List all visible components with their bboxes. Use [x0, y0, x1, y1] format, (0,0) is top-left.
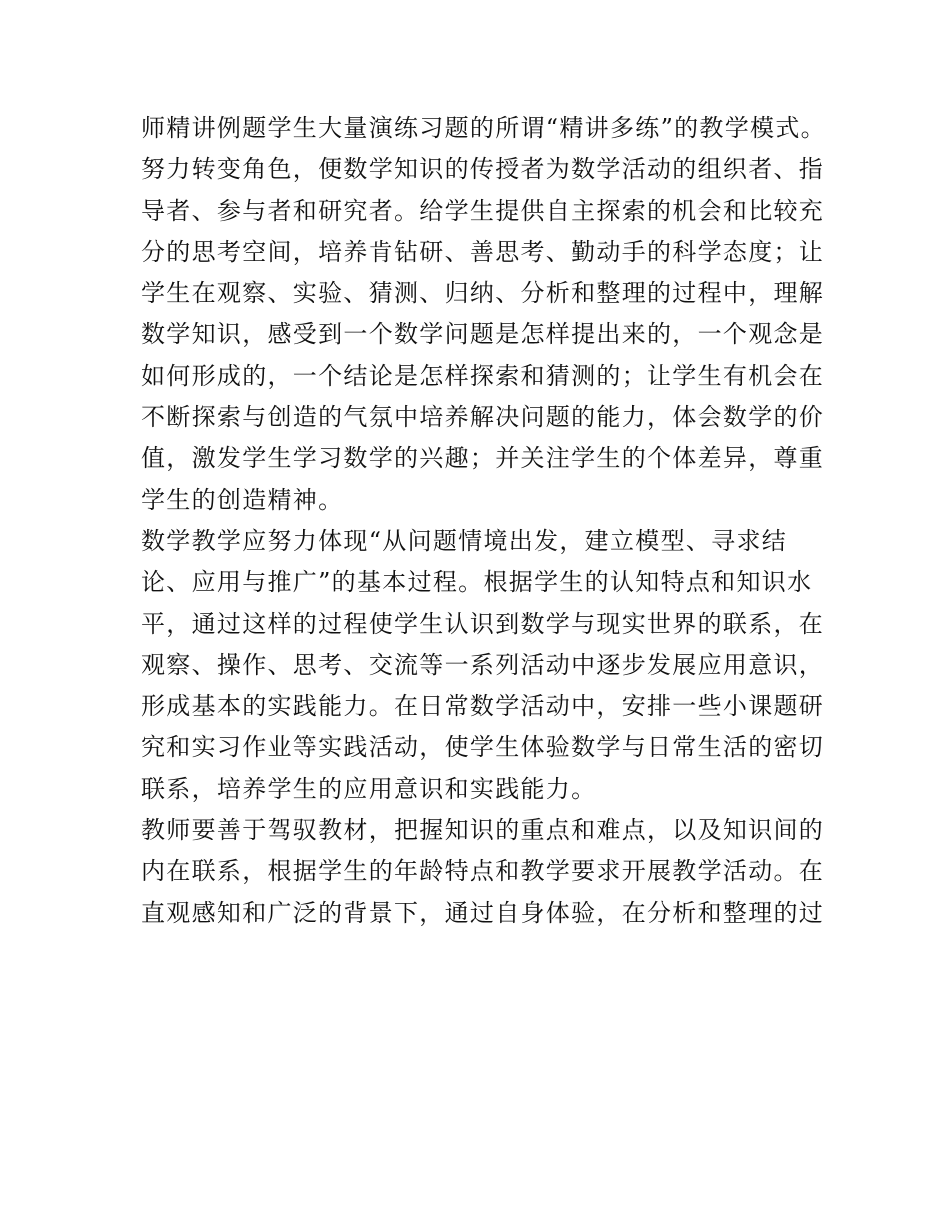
text-line: 如何形成的，一个结论是怎样探索和猜测的；让学生有机会在: [141, 361, 825, 390]
text-line: 导者、参与者和研究者。给学生提供自主探索的机会和比较充: [141, 196, 825, 225]
text-line: 究和实习作业等实践活动，使学生体验数学与日常生活的密切: [141, 733, 825, 762]
text-line: 不断探索与创造的气氛中培养解决问题的能力，体会数学的价: [141, 403, 825, 432]
text-line: 观察、操作、思考、交流等一系列活动中逐步发展应用意识，: [141, 650, 825, 679]
text-line: 论、应用与推广”的基本过程。根据学生的认知特点和知识水: [141, 568, 813, 597]
text-line: 分的思考空间，培养肯钻研、善思考、勤动手的科学态度；让: [141, 237, 825, 266]
text-line: 数学教学应努力体现“从问题情境出发，建立模型、寻求结: [141, 526, 788, 555]
text-line: 努力转变角色，便数学知识的传授者为数学活动的组织者、指: [141, 155, 825, 184]
text-line: 内在联系，根据学生的年龄特点和教学要求开展教学活动。在: [141, 857, 825, 886]
text-line: 教师要善于驾驭教材，把握知识的重点和难点，以及知识间的: [141, 816, 825, 845]
text-line: 数学知识，感受到一个数学问题是怎样提出来的，一个观念是: [141, 320, 825, 349]
text-line: 直观感知和广泛的背景下，通过自身体验，在分析和整理的过: [141, 898, 825, 927]
text-line: 联系，培养学生的应用意识和实践能力。: [141, 774, 597, 803]
text-line: 形成基本的实践能力。在日常数学活动中，安排一些小课题研: [141, 692, 825, 721]
text-line: 平，通过这样的过程使学生认识到数学与现实世界的联系，在: [141, 609, 825, 638]
text-line: 学生在观察、实验、猜测、归纳、分析和整理的过程中，理解: [141, 279, 825, 308]
text-line: 值，激发学生学习数学的兴趣；并关注学生的个体差异，尊重: [141, 444, 825, 473]
text-line: 师精讲例题学生大量演练习题的所谓“精讲多练”的教学模式。: [141, 114, 826, 142]
text-line: 学生的创造精神。: [141, 485, 344, 514]
